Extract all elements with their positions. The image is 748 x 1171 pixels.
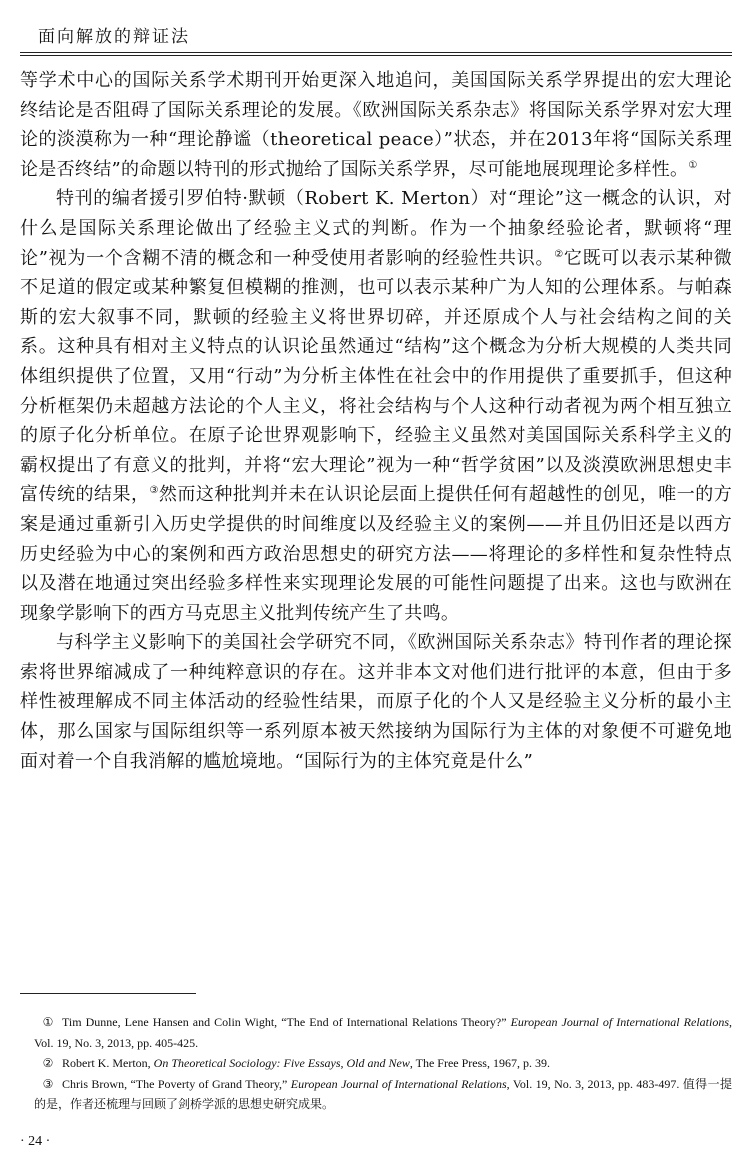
paragraph-2 [20, 184, 732, 628]
footnote-text: , The Free Press, 1967, p. 39. [409, 1056, 550, 1070]
footnote-number: ② [42, 1056, 54, 1070]
footnote-text: Chris Brown, “The Poverty of Grand Theory,” [62, 1076, 291, 1091]
main-body [20, 66, 732, 776]
footnote-number: ③ [42, 1076, 54, 1091]
footnote-number: ① [42, 1015, 54, 1029]
paragraph-3 [20, 628, 732, 776]
footnote-divider [20, 993, 196, 994]
footnote-journal: European Journal of International Relations [510, 1015, 729, 1029]
footnote-text: , Vol. 19, No. 3, 2013, pp. 405-425. [34, 1015, 732, 1050]
paragraph-2-text-a: 特刊的编者援引罗伯特·默顿（Robert K. Merton）对“理论”这一概念的认识，对什么是国际关系理论做出了经验主义式的判断。作为一个抽象经验论者，默顿将“理论”视为一个含糊不清的概念和一种受使用者影响的经验性共识。 [20, 188, 732, 269]
footnote-text: Tim Dunne, Lene Hansen and Colin Wight, “The End of International Relations Theory?” [62, 1015, 511, 1029]
running-header [20, 12, 732, 53]
footnote-3 [20, 1074, 732, 1115]
footnote-ref-3[interactable]: ③ [149, 485, 159, 497]
paragraph-2-text-c: 然而这种批判并未在认识论层面上提供任何有超越性的创见，唯一的方案是通过重新引入历史学提供的时间维度以及经验主义的案例——并且仍旧还是以西方历史经验为中心的案例和西方政治思想史的研究方法——将理论的多样性和复杂性特点以及潜在地通过突出经验多样性来实现理论发展的可能性问题提了出来。这也与欧洲在现象学影响下的西方马克思主义批判传统产生了共鸣。 [20, 484, 733, 624]
page-number: · 24 · [20, 1134, 51, 1149]
footnotes [20, 1012, 732, 1115]
footnote-journal: European Journal of International Relations [290, 1076, 507, 1091]
footnote-text: Robert K. Merton, [62, 1056, 154, 1070]
footnote-2 [20, 1053, 732, 1074]
paragraph-1-text: 等学术中心的国际关系学术期刊开始更深入地追问，美国国际关系学界提出的宏大理论终结论是否阻碍了国际关系理论的发展。《欧洲国际关系杂志》将国际关系学界对宏大理论的淡漠称为一种“理论静谧（theoretical peace）”状态，并在2013年将“国际关系理论是否终结”的命题以特刊的形式抛给了国际关系学界，尽可能地展现理论多样性。 [20, 70, 732, 180]
footnote-ref-2[interactable]: ② [554, 248, 564, 260]
footnote-book-title: On Theoretical Sociology: Five Essays, Old and New [153, 1056, 410, 1070]
paragraph-1 [20, 66, 732, 184]
footnote-1 [20, 1012, 732, 1053]
header-title: 面向解放的辩证法 [38, 27, 190, 47]
footnote-text: , Vol. 19, No. 3, 2013, pp. 483-497. 值得一提的是，作者还梳理与回顾了剑桥学派的思想史研究成果。 [34, 1076, 732, 1111]
paragraph-2-text-b: 它既可以表示某种微不足道的假定或某种繁复但模糊的推测，也可以表示某种广为人知的公理体系。与帕森斯的宏大叙事不同，默顿的经验主义将世界切碎，并还原成个人与社会结构之间的关系。这种具有相对主义特点的认识论虽然通过“结构”这个概念为分析大规模的人类共同体组织提供了位置，又用“行动”为分析主体性在社会中的作用提供了重要抓手，但这种分析框架仍未超越方法论的个人主义，将社会结构与个人这种行动者视为两个相互独立的原子化分析单位。在原子论世界观影响下，经验主义虽然对美国国际关系科学主义的霸权提出了有意义的批判，并将“宏大理论”视为一种“哲学贫困”以及淡漠欧洲思想史丰富传统的结果， [20, 247, 733, 506]
footnote-ref-1[interactable]: ① [688, 159, 698, 171]
paragraph-3-text: 与科学主义影响下的美国社会学研究不同，《欧洲国际关系杂志》特刊作者的理论探索将世界缩减成了一种纯粹意识的存在。这并非本文对他们进行批评的本意，但由于多样性被理解成不同主体活动的经验性结果，而原子化的个人又是经验主义分析的最小主体，那么国家与国际组织等一系列原本被天然接纳为国际行为主体的对象便不可避免地面对着一个自我消解的尴尬境地。“国际行为的主体究竟是什么” [20, 632, 732, 772]
